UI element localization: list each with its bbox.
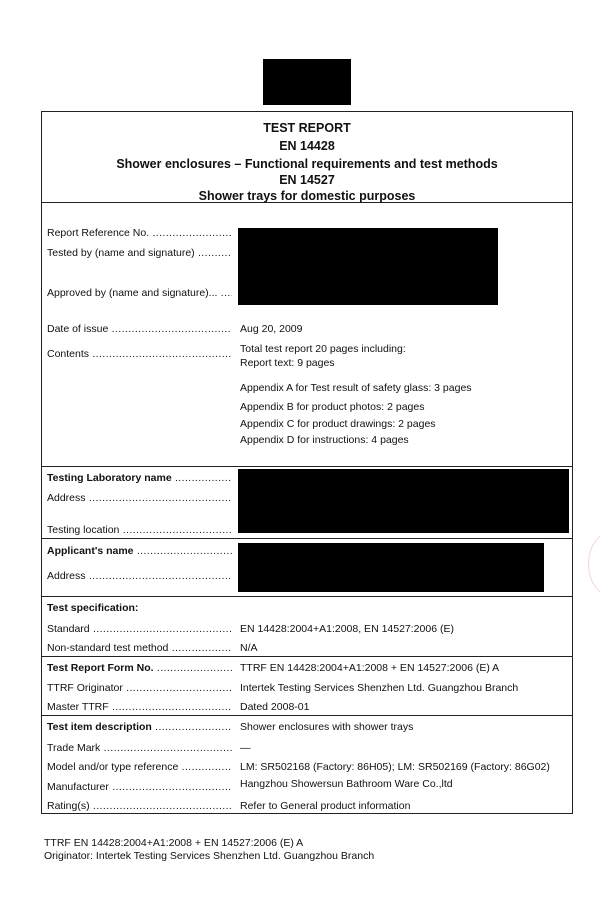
- appendix-c: Appendix C for product drawings: 2 pages: [240, 418, 436, 430]
- label-applicant-address: Address .....: [47, 570, 232, 583]
- non-standard-value: N/A: [240, 642, 258, 654]
- label-report-reference: Report Reference No. .....: [47, 227, 232, 240]
- label-applicant-name: Applicant's name .....: [47, 545, 232, 558]
- label-date-of-issue: Date of issue .....: [47, 323, 232, 336]
- rating-value: Refer to General product information: [240, 800, 411, 812]
- report-header: [42, 112, 572, 203]
- contents-line-1: Total test report 20 pages including:: [240, 343, 406, 355]
- divider: [42, 596, 572, 597]
- label-master-ttrf: Master TTRF .....: [47, 701, 232, 714]
- stamp-mark: [588, 533, 600, 595]
- standard-value: EN 14428:2004+A1:2008, EN 14527:2006 (E): [240, 623, 454, 635]
- report-title: TEST REPORT: [263, 121, 351, 135]
- label-non-standard-method: Non-standard test method .....: [47, 642, 232, 655]
- appendix-b: Appendix B for product photos: 2 pages: [240, 401, 425, 413]
- label-testing-laboratory: Testing Laboratory name .....: [47, 472, 232, 485]
- label-manufacturer: Manufacturer .....: [47, 781, 232, 794]
- label-tested-by: Tested by (name and signature) .....: [47, 247, 232, 260]
- label-contents: Contents .....: [47, 348, 232, 361]
- redacted-applicant-info: [238, 543, 544, 592]
- footer-originator: Originator: Intertek Testing Services Shenzhen Ltd. Guangzhou Branch: [44, 850, 375, 862]
- divider: [42, 656, 572, 657]
- model-value: LM: SR502168 (Factory: 86H05); LM: SR502169 (Factory: 86G02): [240, 761, 550, 773]
- divider: [42, 538, 572, 539]
- date-of-issue-value: Aug 20, 2009: [240, 323, 303, 335]
- subtitle-shower-enclosures: Shower enclosures – Functional requirements and test methods: [116, 157, 498, 171]
- label-lab-address: Address .....: [47, 492, 232, 505]
- manufacturer-value: Hangzhou Showersun Bathroom Ware Co.,ltd: [240, 778, 453, 790]
- appendix-d: Appendix D for instructions: 4 pages: [240, 434, 409, 446]
- redacted-signatures: [238, 228, 498, 305]
- label-model-reference: Model and/or type reference .....: [47, 761, 232, 774]
- appendix-a: Appendix A for Test result of safety glass: 3 pages: [240, 382, 472, 394]
- standard-en14527: EN 14527: [279, 173, 335, 187]
- master-ttrf-value: Dated 2008-01: [240, 701, 310, 713]
- label-ratings: Rating(s) .....: [47, 800, 232, 813]
- trf-value: TTRF EN 14428:2004+A1:2008 + EN 14527:2006 (E) A: [240, 662, 500, 674]
- label-testing-location: Testing location .....: [47, 524, 232, 537]
- label-approved-by: Approved by (name and signature)... .....: [47, 287, 232, 300]
- originator-value: Intertek Testing Services Shenzhen Ltd. Guangzhou Branch: [240, 682, 519, 694]
- label-test-item-description: Test item description .....: [47, 721, 232, 734]
- label-trade-mark: Trade Mark .....: [47, 742, 232, 755]
- standard-en14428: EN 14428: [279, 139, 335, 153]
- report-cover-table: [41, 111, 573, 814]
- redacted-logo: [263, 59, 351, 105]
- contents-line-2: Report text: 9 pages: [240, 357, 335, 369]
- label-standard: Standard .....: [47, 623, 232, 636]
- divider: [42, 466, 572, 467]
- redacted-lab-info: [238, 469, 569, 533]
- subtitle-shower-trays: Shower trays for domestic purposes: [198, 189, 416, 203]
- label-ttrf-originator: TTRF Originator .....: [47, 682, 232, 695]
- divider: [42, 715, 572, 716]
- trade-mark-value: —: [240, 742, 251, 754]
- label-test-report-form: Test Report Form No. .....: [47, 662, 232, 675]
- label-test-specification: Test specification:: [47, 602, 139, 614]
- footer-trf: TTRF EN 14428:2004+A1:2008 + EN 14527:2006 (E) A: [44, 837, 304, 849]
- item-description-value: Shower enclosures with shower trays: [240, 721, 414, 733]
